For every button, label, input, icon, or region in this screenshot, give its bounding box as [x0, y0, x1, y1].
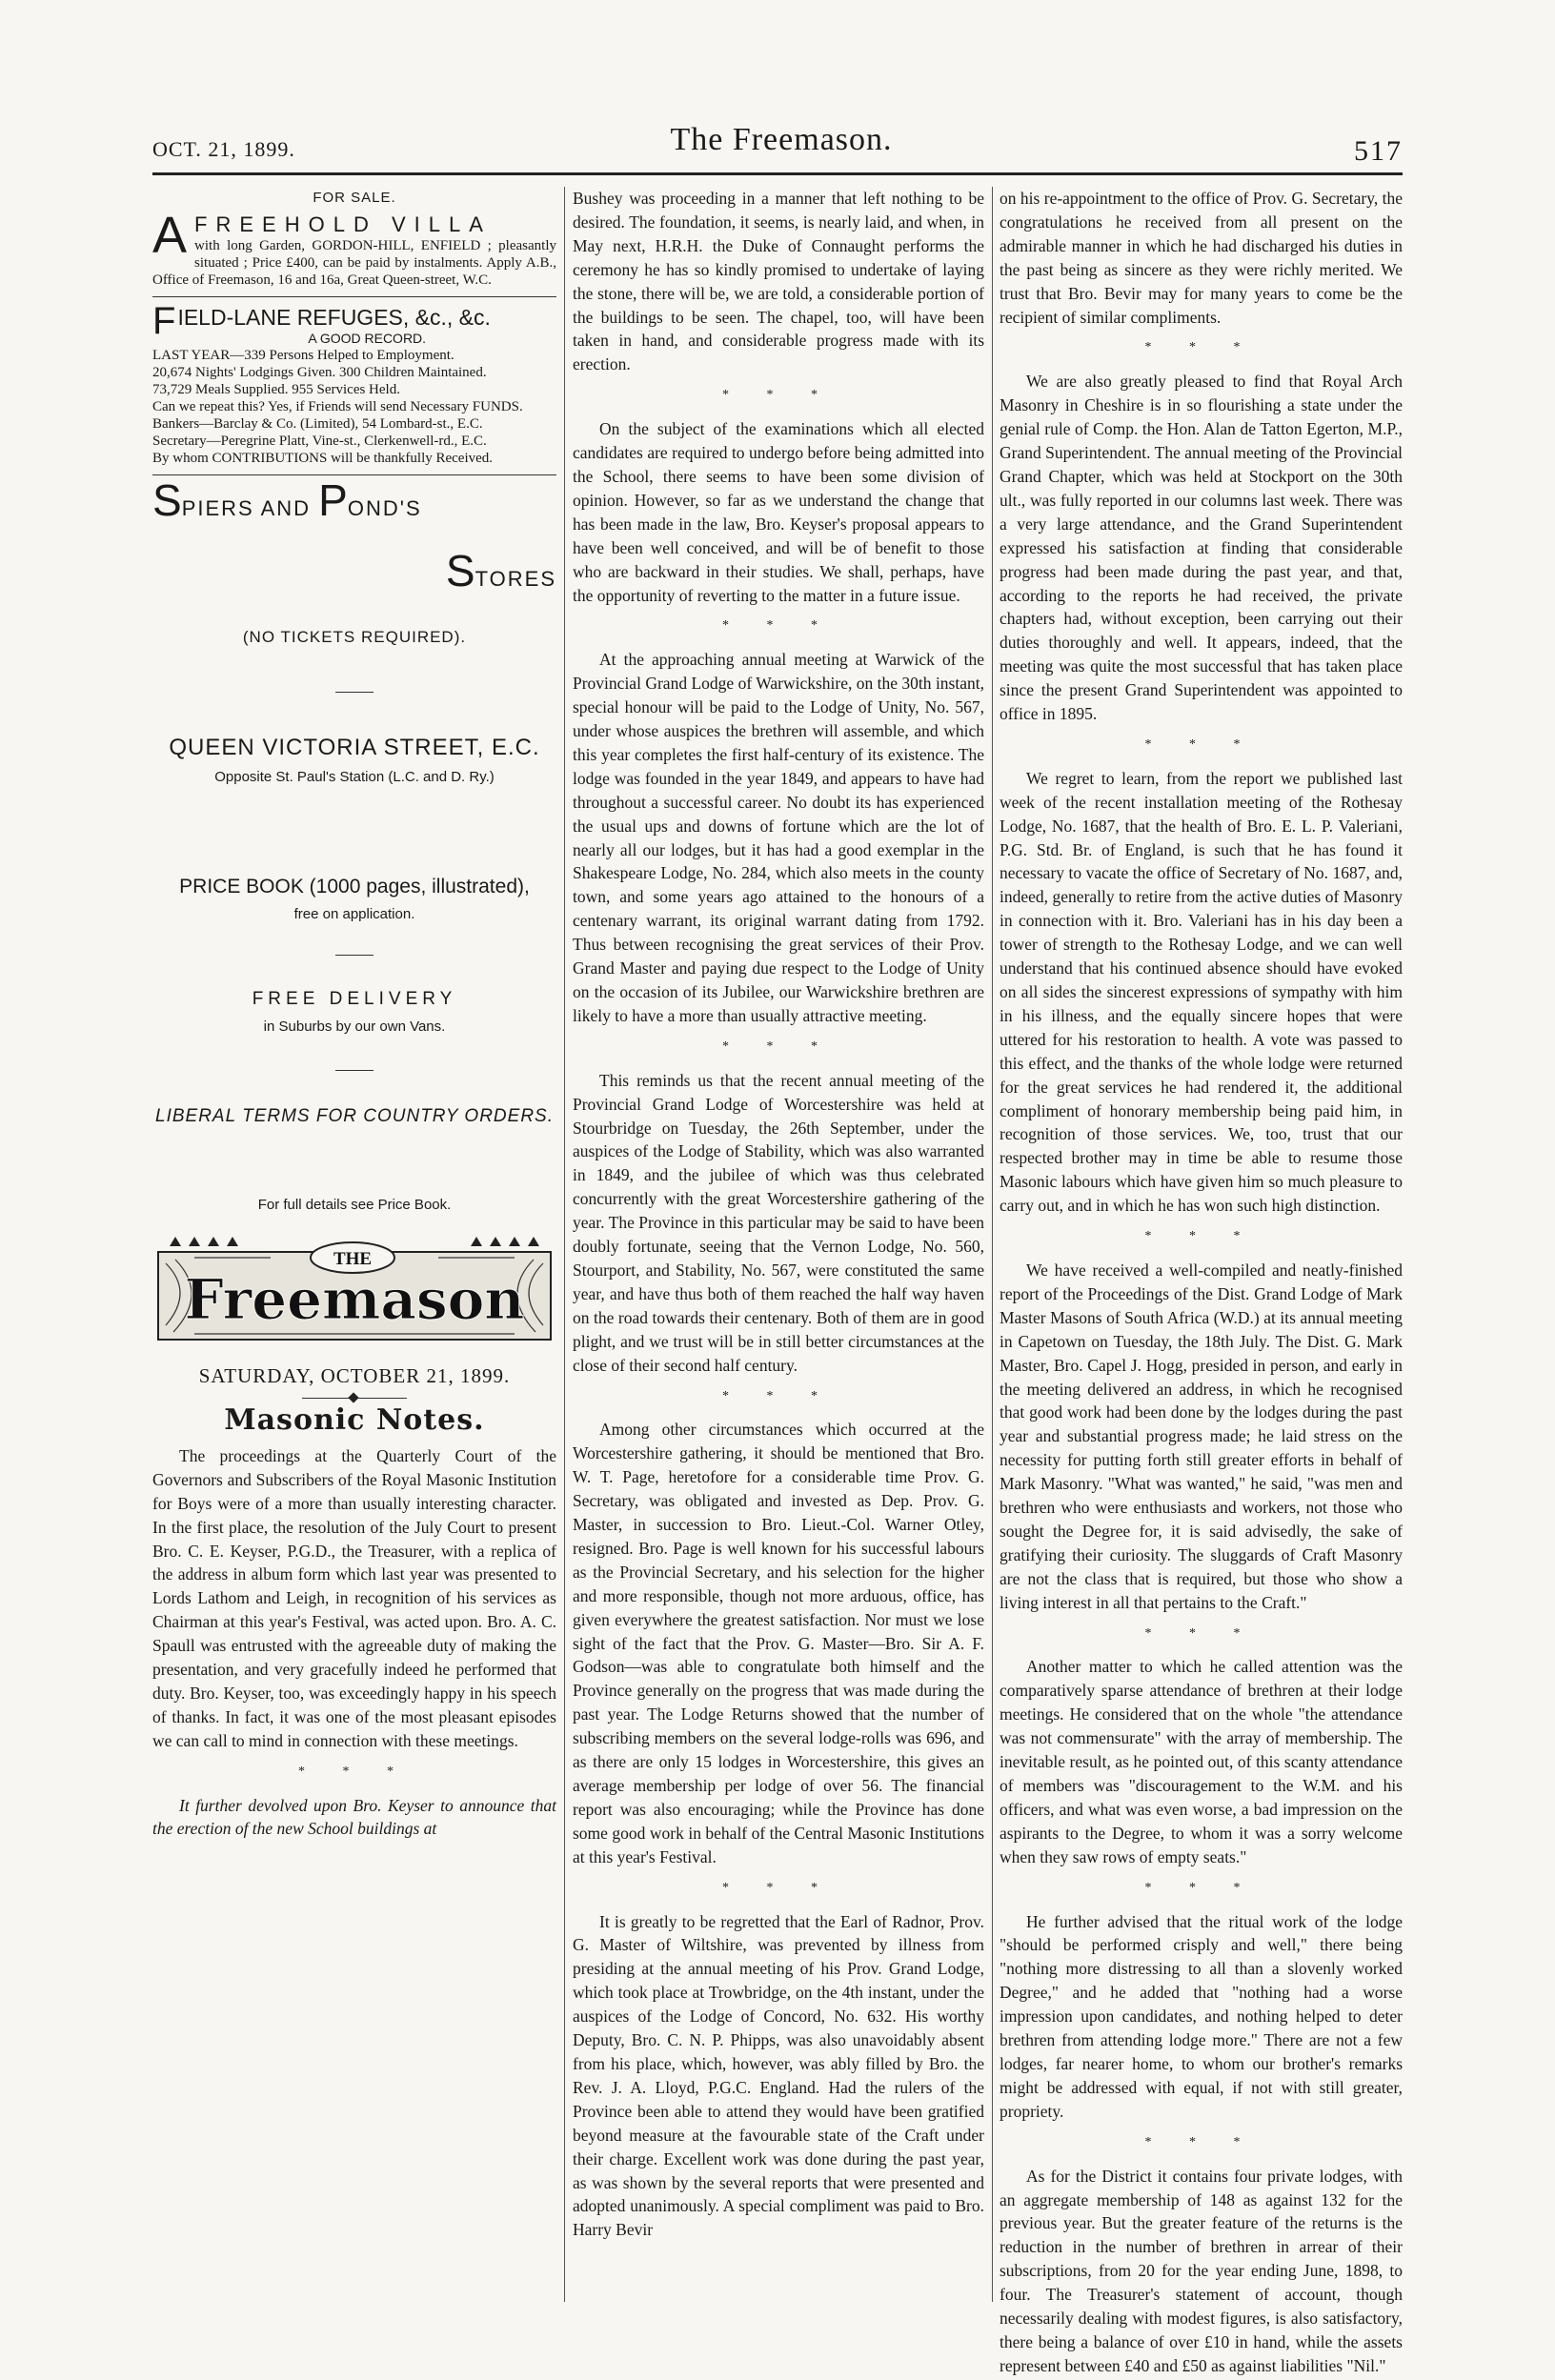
villa-ad-label: FOR SALE. [313, 190, 396, 206]
article-paragraph: Another matter to which he called attention was the comparatively sparse attendance of brethren at their lodge meetings. He considered that on the whole "the attendance was not commensurate" with the array of membership. The inevitable result, as he pointed out, of this scanty attendance of members was "discouragement to the W.M. and his officers, and what was even worse, a bad impression on the aspirants to the Degree, to whom it was a sorry welcome when they saw rows of empty seats." [1000, 1657, 1403, 1866]
issue-date-line: SATURDAY, OCTOBER 21, 1899. [198, 1364, 511, 1388]
refuges-subtitle: A GOOD RECORD. [308, 330, 427, 346]
article-paragraph: It further devolved upon Bro. Keyser to announce that the erection of the new School buildings at [152, 1795, 556, 1839]
article-paragraph: The proceedings at the Quarterly Court of the Governors and Subscribers of the Royal Masonic Institution for Boys were of a more than usually interesting character. In the first place, the resolution of the July Court to present Bro. C. E. Keyser, P.G.D., the Treasurer, with a replica of the address in album form which last year was presented to Lords Lathom and Leigh, in recognition of his services as Chairman at this year's Festival, was acted upon. Bro. A. C. Spaull was entrusted with the agreeable duty of making the presentation, and very gracefully indeed he performed that duty. Bro. Keyser, too, was exceedingly happy in his speech of thanks. In fact, it was one of the most pleasant episodes we can call to mind in connection with these meetings. [152, 1445, 556, 1750]
article-paragraph: We are also greatly pleased to find that Royal Arch Masonry in Cheshire is in so flourishing a state under the genial rule of Comp. the Hon. Alan de Tatton Egerton, M.P., Grand Superintendent. The annual meeting of the Provincial Grand Chapter, which was held at Stockport on the 30th ult., was fully reported in our columns last week. There was a very large attendance, and the Grand Superintendent expressed his satisfaction at finding that considerable progress had been made during the past year, and that, according to the reports he had received, the private chapters had, without exception, been carrying out their duties thoroughly and well. It appears, indeed, that the meeting was quite the most successful that has taken place since the present Grand Superintendent was appointed to office in 1895. [1000, 372, 1403, 724]
article-paragraph: As for the District it contains four private lodges, with an aggregate membership of 148 as against 132 for the previous year. But the greater feature of the returns is the reduction in the number of brethren in arrear of their subscriptions, from 20 for the year ending June, 1898, to four. The Treasurer's statement of account, though necessarily dealing with modest figures, is also satisfactory, there being a balance of over £10 in hand, while the assets represent between £40 and £50 as against liabilities "Nil." [1000, 2166, 1403, 2375]
stores-heading [152, 474, 556, 626]
refuges-drop-cap: F [152, 299, 176, 342]
article-paragraph: At the approaching annual meeting at Warwick of the Provincial Grand Lodge of Warwickshire, on the 30th instant, special honour will be paid to the Lodge of Unity, No. 567, under whose auspices the brethren will assemble, and which this year completes the first half-century of its existence. The lodge was founded in the year 1849, and appears to have had throughout a successful career. No doubt its has experienced the usual ups and downs of fortune which are the lot of nearly all our lodges, but it has had a good exemplar in the Shakespeare Lodge, No. 284, which also meets in the county town, and some years ago attained to the honours of a centenary warrant, its original warrant dating from 1792. Thus between recognising the great services of their Prov. Grand Master and paying due respect to the Lodge of Unity on the occasion of its Jubilee, our Warwickshire brethren are likely to have a more than usually attractive meeting. [573, 650, 984, 1025]
star-break: * * * [722, 1388, 835, 1403]
star-break: * * * [1144, 1625, 1258, 1641]
article-paragraph: Among other circumstances which occurred at the Worcestershire gathering, it should be mentioned that Bro. W. T. Page, heretofore for a considerable time Prov. G. Secretary, was obligated and invested as Dep. Prov. G. Master, in succession to Bro. Lieut.-Col. Warner Otley, resigned. Bro. Page is well known for his successful labours as the Provincial Secretary, and his selection for the higher and more responsible, though not more arduous, office, has given everywhere the greatest satisfaction. Nor must we lose sight of the fact that the Prov. G. Master—Bro. Sir A. F. Godson—was able to congratulate both himself and the Province generally on the progress that was made during the past year. The Lodge Returns showed that the number of subscribing members on the several lodge-rolls was 696, and as there are only 15 lodges in Worcestershire, this gives an average membership per lodge of over 56. The financial report was also encouraging; while the Province has done some good work in behalf of the Central Masonic Institutions at this year's Festival. [573, 1420, 984, 1866]
star-break: * * * [722, 1880, 835, 1895]
star-break: * * * [1144, 340, 1258, 355]
stores-street: QUEEN VICTORIA STREET, E.C. [169, 734, 540, 760]
star-break: * * * [722, 388, 835, 403]
article-paragraph: Bushey was proceeding in a manner that left nothing to be desired. The foundation, it seems, is nearly laid, and when, in May next, H.R.H. the Duke of Connaught performs the ceremony he has so kindly promised to undertake of laying the stone, there will be, we are told, a considerable portion of the buildings to be seen. The chapel, too, will have been taken in hand, and considerable progress made with its erection. [573, 189, 984, 374]
section-title: Masonic Notes. [224, 1402, 485, 1437]
freemason-logo [156, 1235, 553, 1345]
stores-suburbs: in Suburbs by our own Vans. [263, 1019, 446, 1036]
refuges-line: Secretary—Peregrine Platt, Vine-st., Clerkenwell-rd., E.C. [152, 433, 487, 449]
article-paragraph: We have received a well-compiled and neatly-finished report of the Proceedings of the Dist. Grand Lodge of Mark Master Masons of South Africa (W.D.) at its annual meeting in Capetown on Tuesday, the 18th July. The Dist. G. Mark Master, Bro. Capel J. Hogg, presided in person, and early in the meeting delivered an address, in which he recognised that good work had been done by the lodges during the past year and substantial progress made; he laid stress on the necessity for putting forth still greater efforts in behalf of Mark Masonry. "What was wanted," he said, "was men and brethren who were enthusiasts and workers, not those who sought the Degree for, it is said advisedly, the sake of gratifying their curiosity. The sluggards of Craft Masonry are not the class that is required, but those who show a living interest in all that pertains to the Craft." [1000, 1260, 1403, 1612]
star-break: * * * [722, 618, 835, 634]
issue-date-header: OCT. 21, 1899. [152, 137, 295, 161]
refuges-line: By whom CONTRIBUTIONS will be thankfully Received. [152, 450, 494, 466]
refuges-line: Bankers—Barclay & Co. (Limited), 54 Lombard-st., E.C. [152, 415, 483, 432]
newspaper-title: The Freemason. [670, 122, 893, 157]
article-paragraph: on his re-appointment to the office of Prov. G. Secretary, the congratulations he received from all present on the admirable manner in which he had discharged his duties in the past being as sincere as they were richly merited. We trust that Bro. Bevir may for many years to come be the recipient of similar compliments. [1000, 189, 1403, 327]
refuges-title: IELD-LANE REFUGES, &c., &c. [177, 304, 491, 330]
logo-name-text: Freemason [184, 1267, 525, 1333]
stores-station: Opposite St. Paul's Station (L.C. and D. Ry.) [214, 768, 495, 785]
villa-advertisement [152, 206, 556, 289]
refuges-line: Can we repeat this? Yes, if Friends will send Necessary FUNDS. [152, 398, 523, 414]
villa-text: with long Garden, GORDON-HILL, ENFIELD ; pleasantly situated ; Price £400, can be paid by instalments. Apply A.B., Office of Freemason, 16 and 16a, Great Queen-street, W.C. [152, 237, 556, 288]
column-1 [152, 187, 556, 1843]
article-paragraph: On the subject of the examinations which all elected candidates are required to undergo before being admitted into the School, there seems to have been some division of opinion. However, so far as we understand the change that has been made in the law, Bro. Keyser's proposal appears to have been well conceived, and will be of benefit to those who are backward in their studies. We shall, perhaps, have the opportunity of reverting to the matter in a future issue. [573, 419, 984, 605]
stores-free-delivery: FREE DELIVERY [252, 989, 457, 1010]
star-break: * * * [1144, 1880, 1258, 1895]
star-break: * * * [722, 1039, 835, 1054]
article-paragraph: This reminds us that the recent annual meeting of the Provincial Grand Lodge of Worcestershire was held at Stourbridge on Tuesday, the 26th September, under the auspices of the Lodge of Stability, which was also warranted in 1849, and the jubilee of which was thus celebrated concurrently with the great Worcestershire gathering of the year. The Province in this particular may be said to have been doubly fortunate, seeing that the Vernon Lodge, No. 560, Stourport, and Stability, No. 567, were constituted the same year, and have thus both of them reached the half way haven on the road towards their centenary. Both of them are in good plight, and we trust will be in still better circumstances at the close of their second half century. [573, 1070, 984, 1375]
villa-title: FREEHOLD VILLA [194, 212, 492, 236]
column-3 [1000, 187, 1403, 2380]
article-paragraph: It is greatly to be regretted that the Earl of Radnor, Prov. G. Master of Wiltshire, was prevented by illness from presiding at the annual meeting of his Prov. Grand Lodge, which took place at Trowbridge, on the 4th instant, under the auspices of the Lodge of Concord, No. 632. His worthy Deputy, Bro. C. N. P. Phipps, was also unavoidably absent from his place, which, however, was ably filled by Bro. the Rev. J. A. Lloyd, P.G.C. England. Had the rulers of the Province been able to attend they would have been gratified beyond measure at the favourable state of the Craft under their charge. Excellent work was done during the past year, as was shown by the several reports that were presented and adopted unanimously. A special compliment was paid to Bro. Harry Bevir [573, 1911, 984, 2240]
article-paragraph: He further advised that the ritual work of the lodge "should be performed crisply and well," there being "nothing more distressing to all than a slovenly worked Degree," and he added that "nothing had a worse impression upon candidates, and nothing helped to deter brethren from attending lodge more." There are not a few lodges, far nearer home, to whom our brother's remarks might be addressed with equal, if not with still greater, propriety. [1000, 1911, 1403, 2121]
refuges-advertisement [152, 299, 556, 467]
stores-price-book: PRICE BOOK (1000 pages, illustrated), [179, 875, 530, 898]
diamond-divider [302, 1392, 407, 1403]
stores-cap-p: P [318, 474, 348, 525]
refuges-line: 20,674 Nights' Lodgings Given. 300 Children Maintained. [152, 364, 487, 380]
masthead [152, 122, 1403, 168]
stores-cap-s: S [152, 474, 182, 525]
stores-liberal-terms: LIBERAL TERMS FOR COUNTRY ORDERS. [155, 1106, 554, 1127]
stores-cap-s2: S [445, 545, 475, 595]
article-paragraph: We regret to learn, from the report we published last week of the recent installation meeting of the Rothesay Lodge, No. 1687, that the health of Bro. E. L. P. Valeriani, P.G. Std. Br. of England, is such that he has found it necessary to vacate the office of Secretary of No. 1687, and, indeed, generally to retire from the active duties of Masonry in connection with it. Bro. Valeriani has in his day been a tower of strength to the Rothesay Lodge, and we can well understand that his continued absence should have evoked on all sides the sincerest expressions of sympathy with him in his illness, and the equally sincere hopes that were uttered for his restoration to health. A vote was passed to this effect, and the thanks of the whole lodge were returned for the great services he had rendered it, the additional compliment of honorary membership being paid him, in recognition of those services. We, too, trust that our respected brother may in time be able to resume those Masonic labours which have given him so much pleasure to carry out, and in which he has won such high distinction. [1000, 768, 1403, 1216]
page-number: 517 [1354, 135, 1403, 167]
ad-divider [152, 474, 556, 475]
refuges-line: 73,729 Meals Supplied. 955 Services Held. [152, 381, 400, 397]
refuges-line: LAST YEAR—339 Persons Helped to Employment. [152, 347, 454, 363]
star-break: * * * [1144, 1229, 1258, 1244]
stores-title-part: OND'S [347, 495, 422, 520]
stores-title-part: TORES [475, 566, 556, 591]
stores-no-tickets: (NO TICKETS REQUIRED). [242, 627, 467, 646]
column-divider [992, 187, 993, 2302]
column-2 [573, 187, 984, 2244]
stores-free-application: free on application. [293, 905, 415, 922]
star-break: * * * [1144, 2134, 1258, 2149]
star-break: * * * [1144, 736, 1258, 752]
star-break: * * * [298, 1764, 411, 1779]
header-rule [152, 172, 1403, 175]
villa-drop-cap: A [152, 206, 188, 264]
column-divider [564, 187, 565, 2302]
stores-title-part: PIERS AND [181, 495, 319, 520]
logo-the-text: THE [333, 1249, 373, 1270]
ad-divider [152, 296, 556, 297]
stores-full-details: For full details see Price Book. [257, 1197, 452, 1214]
